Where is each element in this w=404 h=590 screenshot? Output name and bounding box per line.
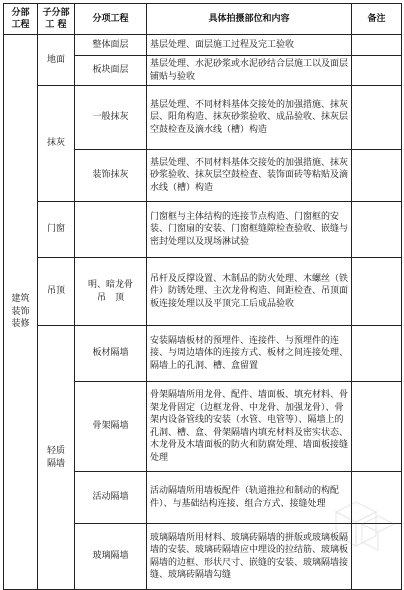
watermark-cube-logo <box>316 490 402 554</box>
remarks-cell <box>352 35 402 56</box>
content-cell: 活动隔墙所用墙板配件（轨道推拉和制动的构配件）、与基础结构连接、组合方式、接缝处理 <box>147 472 352 524</box>
item-cell: 活动隔墙 <box>75 472 147 524</box>
header-remarks: 备注 <box>352 4 402 35</box>
subdivision-cell: 门窗 <box>38 202 75 258</box>
content-cell: 基层处理、不同材料基体交接处的加强措施、抹灰砂浆验收、抹灰层空鼓检查、装饰面砖等粘贴及滴水线（槽）构造 <box>147 150 352 202</box>
remarks-cell <box>352 382 402 472</box>
remarks-cell <box>352 202 402 258</box>
content-cell: 吊杆及反撑设置、木制品的防火处理、木螺丝（铁件）防锈处理、主次龙骨构造、间距检查、吊顶面板连接处理以及平顶完工后成品验收 <box>147 258 352 326</box>
division-cell: 建筑 装饰 装修 <box>4 35 38 590</box>
subdivision-cell: 吊顶 <box>38 258 75 326</box>
item-cell <box>75 202 147 258</box>
header-subdivision: 子分部 工 程 <box>38 4 75 35</box>
content-cell: 安装隔墙板材的预埋件、连接件、与预埋件的连接、与周边墙体的连接方式、板材之间连接处理、隔墙上的孔洞、槽、盒留置 <box>147 326 352 382</box>
table-row <box>4 86 402 150</box>
content-cell: 基层处理、面层施工过程及完工验收 <box>147 35 352 56</box>
header-content: 具体拍摄部位和内容 <box>147 4 352 35</box>
item-cell: 装饰抹灰 <box>75 150 147 202</box>
subdivision-cell: 地面 <box>38 35 75 86</box>
content-cell: 门窗框与主体结构的连接节点构造、门窗框的安装、门窗扇的安装、门窗框缝隙检查验收、嵌缝与密封处理以及现场淋试验 <box>147 202 352 258</box>
remarks-cell <box>352 56 402 86</box>
table-header-row <box>4 4 402 35</box>
subdivision-cell: 轻质 隔墙 <box>38 326 75 590</box>
item-cell: 整体面层 <box>75 35 147 56</box>
remarks-cell <box>352 326 402 382</box>
table-row <box>4 202 402 258</box>
table-row <box>4 258 402 326</box>
header-division: 分部 工程 <box>4 4 38 35</box>
subdivision-cell: 抹灰 <box>38 86 75 202</box>
remarks-cell <box>352 258 402 326</box>
item-cell: 板材隔墙 <box>75 326 147 382</box>
item-cell: 骨架隔墙 <box>75 382 147 472</box>
table-row <box>4 35 402 56</box>
item-cell: 一般抹灰 <box>75 86 147 150</box>
content-cell: 基层处理、不同材料基体交接处的加强措施、抹灰层、阳角构造、抹灰砂浆验收、成品验收、抹灰层空鼓检查及滴水线（槽）构造 <box>147 86 352 150</box>
header-item: 分项工程 <box>75 4 147 35</box>
content-cell: 基层处理、水泥砂浆或水泥砂结合层施工以及面层铺贴与验收 <box>147 56 352 86</box>
item-cell: 板块面层 <box>75 56 147 86</box>
remarks-cell <box>352 86 402 150</box>
content-cell: 骨架隔墙所用龙骨、配件、墙面板、填充材料、骨架龙骨固定（边框龙骨、中龙骨、加强龙骨）、骨架内设备管线的安装（水管、电管等）、隔墙上的孔洞、槽、盒、骨架隔墙内填充材料及密实状态、木龙骨及木墙面板的防火和防腐处理、墙面板接缝处理 <box>147 382 352 472</box>
item-cell: 玻璃隔墙 <box>75 524 147 590</box>
item-cell: 明、暗龙骨 吊 顶 <box>75 258 147 326</box>
table-row <box>4 326 402 382</box>
remarks-cell <box>352 150 402 202</box>
content-cell: 玻璃隔墙所用材料、玻璃砖隔墙的拼版或玻璃板隔墙的安装、玻璃砖隔墙应中埋设的拉结筋、玻璃板隔墙的边框、形状尺寸、嵌缝的安装、玻璃隔墙接缝、玻璃砖隔墙勾缝 <box>147 524 352 590</box>
